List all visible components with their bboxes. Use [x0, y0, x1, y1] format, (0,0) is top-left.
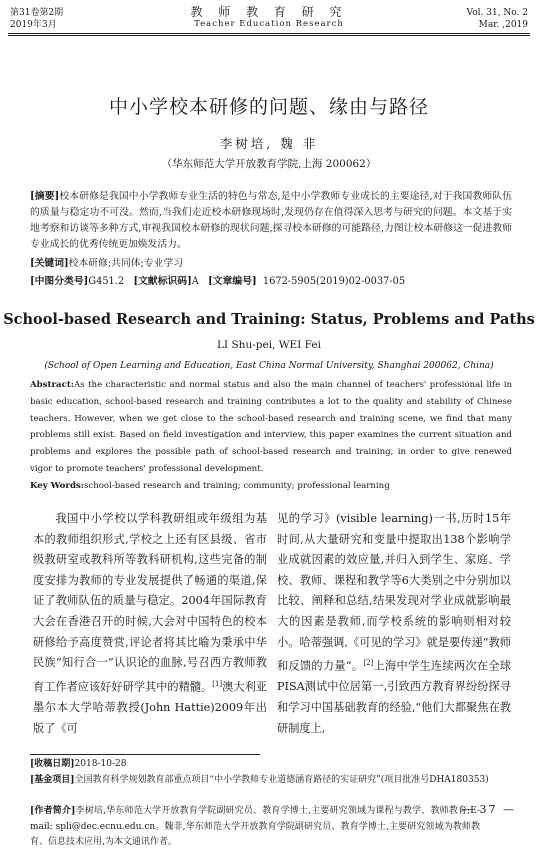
header-volume-en: Vol. 31, No. 2 — [466, 8, 528, 18]
header-rule — [8, 33, 530, 34]
header-volume-cn: 第31卷第2期 — [10, 8, 64, 18]
keywords-en-text: school-based research and training; community; professional learning — [83, 481, 390, 491]
journal-name-cn: 教 师 教 育 研 究 — [190, 5, 348, 19]
article-id-label: [文章编号] — [208, 276, 257, 287]
fund-text: 全国教育科学规划教育部重点项目“中小学教师专业道德涵育路径的实证研究”(项目批准号DHA180353) — [74, 775, 489, 785]
footnote-fund — [30, 773, 512, 789]
header-right — [467, 7, 528, 31]
received-date: 2018-10-28 — [74, 759, 127, 769]
body-column-right — [277, 509, 511, 739]
header-center — [0, 5, 538, 30]
abstract-cn-label: [摘要] — [30, 191, 60, 202]
received-label: [收稿日期] — [30, 759, 75, 769]
abstract-cn — [30, 189, 512, 253]
keywords-cn — [30, 256, 512, 272]
body-right-tail: 上海中学生连续两次在全球PISA测试中位居第一,引致西方教育界纷纷探寻和学习中国基础教育的经验,“他们大都聚焦在教研制度上, — [277, 659, 511, 735]
author-bio-label: [作者简介] — [30, 806, 76, 816]
article-title-en: School-based Research and Training: Status, Problems and Paths — [3, 311, 535, 328]
body-right-head: 见的学习》(visible learning)一书,历时15年时间,从大量研究和变量中提取出138个影响学业成就因素的效应量,并归入到学生、家庭、学校、教师、课程和教学等6大类别之中分别加以比较、阐释和总结,结果发现对学业成就影响最大的因素是教师,而学校系统的影响则相对较小。哈蒂强调,《可见的学习》就是要传递“教师和反馈的力量”。 — [277, 512, 511, 673]
keywords-cn-text: 校本研修;共同体;专业学习 — [68, 258, 184, 269]
author-bio-text: 李树培,华东师范大学开放教育学院副研究员、教育学博士,主要研究领域为课程与教学、教师教育;E-mail: spli@dec.ecnu.edu.cn。魏非,华东师范大学开放教育学院副研究员、教育学博士,主要研究领域为教师教育、信息技术应用,为本文通讯作者。 — [30, 806, 480, 847]
body-column-left — [33, 509, 267, 739]
abstract-en-label: Abstract: — [30, 380, 74, 390]
fund-label: [基金项目] — [30, 775, 75, 785]
classification-line — [30, 274, 512, 290]
header-date-en: Mar. ,2019 — [478, 20, 528, 30]
header-rule-thin — [8, 35, 530, 36]
clc-value: G451.2 — [88, 276, 125, 287]
abstract-en-text: As the characteristic and normal status and also the main channel of teachers' professional life in basic education, school-based research and training contributes a lot to the quality and stability of Chinese teachers. However, when we get close to the school-based research and training scene, we find that many problems still exist. Based on field investigation and interview, this paper examines the current situation and problems and explores the possible path of school-based research and training, in order to give renewed vigor to promote teachers' professional development. — [30, 380, 512, 474]
body-left-tail: 澳大利亚墨尔本大学哈蒂教授(John Hattie)2009年出版了《可 — [33, 680, 267, 735]
article-authors: 李树培, 魏 非 — [219, 136, 319, 151]
clc-label: [中图分类号] — [30, 276, 89, 287]
header-date-cn: 2019年3月 — [10, 20, 57, 30]
keywords-en — [30, 478, 512, 495]
keywords-cn-label: [关键词] — [30, 258, 69, 269]
footnote-received — [30, 757, 512, 773]
article-title: 中小学校本研修的问题、缘由与路径 — [108, 96, 429, 118]
citation-1: [1] — [212, 679, 223, 688]
citation-2: [2] — [363, 659, 374, 668]
keywords-en-label: Key Words: — [30, 481, 84, 491]
article-affiliation: （华东师范大学开放教育学院,上海 200062） — [161, 158, 377, 170]
abstract-en — [30, 377, 512, 478]
footnote-rule — [30, 754, 260, 755]
doc-code-value: A — [191, 276, 199, 287]
doc-code-label: [文献标识码] — [133, 276, 192, 287]
page-number: — 37 — — [461, 803, 516, 816]
footnote-author — [30, 804, 480, 851]
journal-name-en: Teacher Education Research — [194, 19, 344, 29]
abstract-cn-text: 校本研修是我国中小学教师专业生活的特色与常态,是中小学教师专业成长的主要途径,对于我国教师队伍的质量与稳定功不可没。然而,当我们走近校本研修现场时,发现仍存在值得深入思考与研究的问题。本文基于实地考察和访谈等多种方式,审视我国校本研修的现状问题,探寻校本研修的可能路径,力图让校本研修这一促进教师专业成长的优秀传统更加焕发活力。 — [30, 191, 512, 250]
article-id-value: 1672-5905(2019)02-0037-05 — [262, 276, 406, 287]
body-left-text: 我国中小学校以学科教研组或年级组为基本的教师组织形式,学校之上还有区县级、省市级教研室或教科所等教科研机构,这些完备的制度安排为教师的专业发展提供了畅通的渠道,保证了教师队伍的质量与稳定。2004年国际教育大会在香港召开的时候,大会对中国特色的校本研修给予高度赞赏,评论者将其比喻为秉承中华民族“知行合一”认识论的血脉,号召西方教师教育工作者应该好好研学其中的精髓。 — [33, 512, 267, 694]
article-authors-en: LI Shu-pei, WEI Fei — [217, 339, 321, 351]
article-affiliation-en: (School of Open Learning and Education, East China Normal University, Shanghai 200062, China) — [44, 361, 494, 371]
